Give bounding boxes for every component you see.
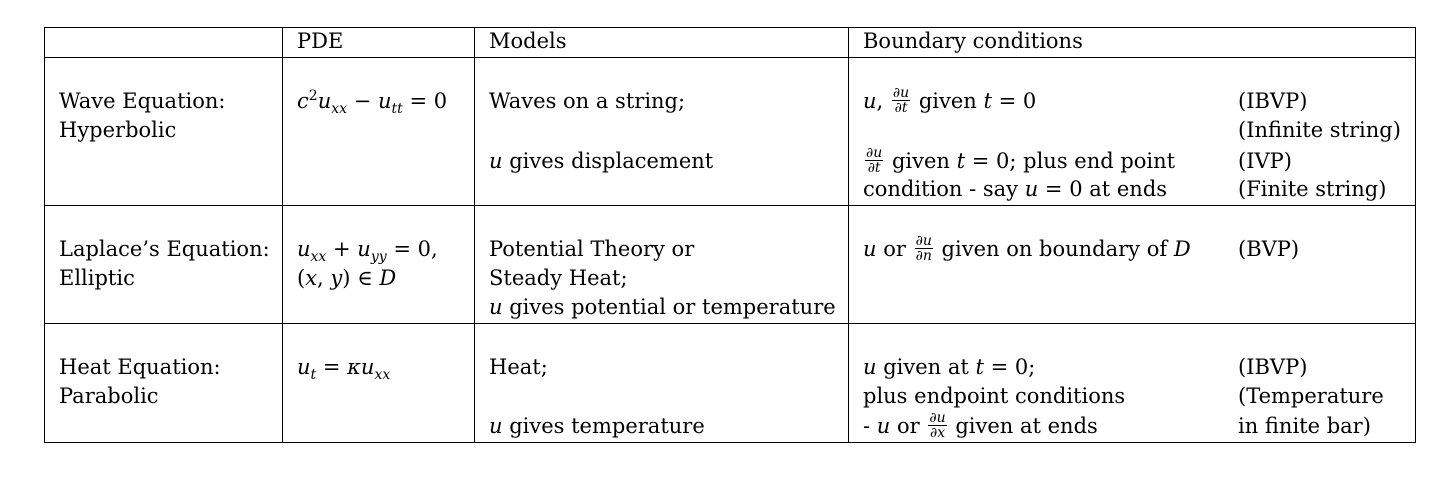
wave-problem-type-4: (Finite string): [1238, 177, 1387, 201]
laplace-bc-rest: given on boundary of: [941, 237, 1168, 261]
wave-bc2-rest: ; plus end point: [1009, 149, 1176, 173]
heat-models-text: gives temperature: [509, 414, 705, 438]
table-border-bottom: [44, 442, 1416, 443]
heat-problem-type-1: (IBVP): [1238, 355, 1308, 379]
heat-bc1-pre: given at: [883, 355, 969, 379]
heat-pde-formula: $u_t = \kappa u_{xx}$: [297, 355, 391, 384]
wave-bc-line2: $\frac{\partial u}{\partial t}$ given t = 0; plus end point: [866, 145, 1176, 176]
column-divider: [282, 27, 283, 443]
column-divider: [474, 27, 475, 443]
heat-type: Parabolic: [59, 384, 159, 408]
pde-table: [44, 27, 1416, 443]
laplace-models-text: gives potential or temperature: [509, 295, 836, 319]
wave-type: Hyperbolic: [59, 118, 177, 142]
laplace-name: Laplace’s Equation:: [59, 237, 270, 261]
heat-models-line1: Heat;: [489, 355, 548, 379]
heat-bc-line3: - u or $\frac{\partial u}{\partial x}$ given at ends: [863, 410, 1098, 441]
row-divider: [44, 323, 1416, 324]
wave-bc2-given: given: [891, 149, 950, 173]
wave-problem-type-3: (IVP): [1238, 149, 1292, 173]
wave-problem-type-2: (Infinite string): [1238, 118, 1401, 142]
header-models: Models: [489, 29, 567, 53]
wave-name: Wave Equation:: [59, 89, 226, 113]
wave-bc-given: given: [918, 89, 977, 113]
heat-bc3-post: given at ends: [955, 414, 1098, 438]
laplace-problem-type: (BVP): [1238, 237, 1300, 261]
heat-models-line2: u gives temperature: [489, 414, 705, 438]
wave-models-line2: u gives displacement: [489, 149, 714, 173]
heat-bc3-pre: -: [863, 414, 871, 438]
wave-bc3-pre: condition - say: [863, 177, 1019, 201]
wave-models-text: gives displacement: [509, 149, 714, 173]
laplace-bc-line1: u or $\frac{\partial u}{\partial n}$ given on boundary of D: [863, 233, 1191, 264]
heat-problem-type-3: in finite bar): [1238, 414, 1371, 438]
laplace-pde-formula: $u_{xx} + u_{yy} = 0$,: [297, 237, 438, 266]
laplace-models-line2: Steady Heat;: [489, 266, 628, 290]
heat-name: Heat Equation:: [59, 355, 221, 379]
column-divider: [848, 27, 849, 443]
laplace-domain: (x, y) ∈ D: [297, 266, 397, 290]
wave-pde-formula: $c^2u_{xx} - u_{tt} = 0$: [297, 88, 448, 118]
row-divider: [44, 205, 1416, 206]
laplace-models-line1: Potential Theory or: [489, 237, 695, 261]
heat-bc-line1: u given at t = 0;: [863, 355, 1036, 379]
header-divider: [44, 57, 1416, 58]
column-divider: [1415, 27, 1416, 443]
laplace-models-line3: u gives potential or temperature: [489, 295, 836, 319]
table-border-top: [44, 27, 1416, 28]
column-divider: [44, 27, 45, 443]
header-boundary-conditions: Boundary conditions: [863, 29, 1083, 53]
wave-bc-line1: u, $\frac{\partial u}{\partial t}$ given t = 0: [863, 85, 1037, 116]
wave-problem-type-1: (IBVP): [1238, 89, 1308, 113]
laplace-bc-or: or: [883, 237, 906, 261]
heat-problem-type-2: (Temperature: [1238, 384, 1384, 408]
wave-bc3-post: at ends: [1089, 177, 1168, 201]
laplace-type: Elliptic: [59, 266, 135, 290]
wave-models-line1: Waves on a string;: [489, 89, 686, 113]
heat-bc-line2: plus endpoint conditions: [863, 384, 1126, 408]
heat-bc3-or: or: [897, 414, 920, 438]
header-pde: PDE: [297, 29, 344, 53]
wave-bc-line3: condition - say u = 0 at ends: [863, 177, 1168, 201]
